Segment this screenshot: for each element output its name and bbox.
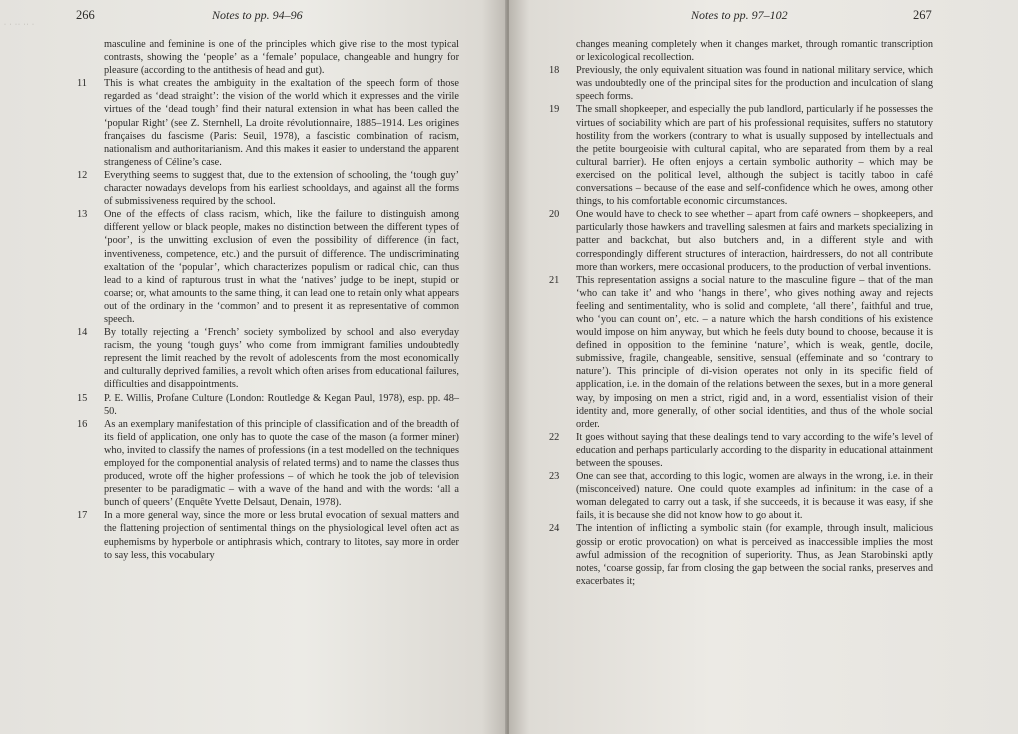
notes-column: [549, 38, 933, 588]
note-text: This is what creates the ambiguity in the exaltation of the speech form of those regarded as ‘dead straight’: the vision of the world which it expresses and the virile virtues of the ‘dead tough’ find their natural extension in what has been called the ‘popular Right’ (see Z. Sternhell, La droite révolutionnaire, 1885–1914. Les origines françaises du fascisme (Paris: Seuil, 1978), a fascistic combination of racism, nationalism and authoritarianism. And this makes it easier to understand the apparent strangeness of Céline’s case.: [104, 78, 459, 168]
left-page: [0, 0, 507, 734]
note-number: 20: [549, 209, 560, 221]
note-24: [549, 522, 933, 587]
running-head: Notes to pp. 94–96: [212, 8, 303, 22]
note-number: 19: [549, 104, 560, 116]
note-text: One of the effects of class racism, which, like the failure to distinguish among different yellow or black people, makes no distinction between the different types of ‘poor’, is the unwitting exclusion of even the possibility of difference (in fact, inventiveness, competence, etc.) and the pursuit of difference. The undiscriminating exaltation of the ‘popular’, which characterizes populism or radical chic, can thus lead to a kind of rapturous trust in what the ‘natives’ judge to be inept, stupid or coarse; or, what amounts to the same thing, it can lead one to retain only what appears out of the ordinary in the ‘common’ and to present it as representative of common speech.: [104, 209, 459, 325]
note-15: [77, 392, 459, 418]
note-number: 14: [77, 327, 88, 339]
right-page: [509, 0, 1018, 734]
note-number: 11: [77, 78, 87, 90]
notes-column: [77, 38, 459, 562]
note-number: 18: [549, 65, 560, 77]
page-number: 266: [76, 8, 95, 22]
note-19: [549, 103, 933, 208]
note-text: Previously, the only equivalent situation was found in national military service, which was undoubtedly one of the principal sites for the production and inculcation of slang speech forms.: [576, 65, 933, 103]
note-17: [77, 509, 459, 561]
note-text: The small shopkeeper, and especially the pub landlord, particularly if he possesses the virtues of sociability which are part of his professional requisites, suffers no statutory hostility from the workers (contrary to what is usually supposed by intellectuals and the petite bourgeoisie with cultural capital, who are separated from them by a real cultural barrier). He often enjoys a certain symbolic authority – which may be exercised on the political level, although the subject is tacitly taboo in café conversations – because of the ease and self-confidence which he owes, among other things, to his comfortable economic circumstances.: [576, 104, 933, 208]
running-head: Notes to pp. 97–102: [691, 8, 788, 22]
note-14: [77, 326, 459, 391]
note-continuation: changes meaning completely when it changes market, through romantic transcription or lexicological recollection.: [576, 39, 933, 64]
note-13: [77, 208, 459, 326]
note-number: 16: [77, 418, 88, 430]
note-11: [77, 77, 459, 169]
note-text: The intention of inflicting a symbolic stain (for example, through insult, malicious gossip or erotic provocation) on what is perceived as inaccessible implies the most awful admission of the recognition of superiority. Thus, as Jean Starobinski aptly notes, ‘coarse gossip, far from closing the gap between the social ranks, preserves and exacerbates it;: [576, 523, 933, 587]
note-23: [549, 470, 933, 522]
page-number: 267: [913, 8, 932, 22]
note-number: 12: [77, 169, 88, 181]
note-text: In a more general way, since the more or less brutal evocation of sexual matters and the flattening projection of sentimental things on the physiological level often act as euphemisms by hyperbole or antiphrasis which, contrary to litotes, say more in order to say less, this vocabulary: [104, 510, 459, 561]
note-continuation: masculine and feminine is one of the principles which give rise to the most typical contrasts, showing the ‘people’ as a ‘female’ populace, changeable and hungry for pleasure (according to the antithesis of head and gut).: [104, 39, 459, 77]
note-21: [549, 274, 933, 431]
note-number: 22: [549, 431, 560, 443]
note-16: [77, 418, 459, 510]
note-number: 17: [77, 510, 88, 522]
note-text: One can see that, according to this logic, women are always in the wrong, i.e. in their (misconceived) nature. One could quote examples ad infinitum: in the case of a woman delegated to carry out a task, if she succeeds, it is because it was easy, if she fails, it is because she did not know how to go about it.: [576, 471, 933, 522]
stamp-mark: · · ·· ·· ·: [4, 22, 35, 28]
note-18: [549, 64, 933, 103]
note-number: 23: [549, 471, 560, 483]
note-number: 21: [549, 274, 560, 286]
note-text: P. E. Willis, Profane Culture (London: Routledge & Kegan Paul, 1978), esp. pp. 48–50.: [104, 392, 459, 417]
note-text: One would have to check to see whether – apart from café owners – shopkeepers, and particularly those hawkers and travelling salesmen at fairs and markets specializing in patter and backchat, but also butchers and, in a different style and with correspondingly different structures of interaction, hairdressers, do not all contribute more than workers, mere occasional producers, to the production of verbal inventions.: [576, 209, 933, 273]
note-text: As an exemplary manifestation of this principle of classification and of the breadth of its field of application, one only has to quote the case of the mason (a former miner) who, invited to classify the names of professions (in a test modelled on the techniques employed for the componential analysis of related terms) and to name the classes thus produced, wrote off the higher professions – of which he took the job of television presenter to be paradigmatic – with a wave of the hand and with the words: ‘all a bunch of queers’ (Enquête Yvette Delsaut, Denain, 1978).: [104, 418, 459, 509]
note-text: It goes without saying that these dealings tend to vary according to the wife’s level of education and perhaps particularly according to the disparity in educational attainment between the spouses.: [576, 431, 933, 469]
note-number: 24: [549, 523, 560, 535]
note-20: [549, 208, 933, 273]
note-22: [549, 431, 933, 470]
note-text: By totally rejecting a ‘French’ society symbolized by school and also everyday racism, the young ‘tough guys’ who come from immigrant families undoubtedly represent the limit reached by the revolt of adolescents from the most economically and culturally deprived families, a revolt which often arises from educational failures, difficulties and disappointments.: [104, 327, 459, 391]
note-text: This representation assigns a social nature to the masculine figure – that of the man ‘who can take it’ and who ‘hangs in there’, who gives nothing away and rejects feeling and sentimentality, who is solid and complete, ‘all there’, faithful and true, who ‘you can count on’, etc. – a nature which the harsh conditions of his existence would impose on him anyway, but which he feels duty bound to choose, because it is defined in opposition to the feminine ‘nature’, which is weak, gentle, docile, submissive, fragile, changeable, sensitive, sensual (effeminate and so ‘contrary to nature’). This principle of di-vision operates not only in its specific field of application, i.e. in the domain of the relations between the sexes, but in a more general way, by imposing on men a strict, rigid and, in a word, essentialist vision of their identity and, more generally, of other social identities, and thus of the whole social order.: [576, 274, 933, 430]
note-text: Everything seems to suggest that, due to the extension of schooling, the ‘tough guy’ character nowadays develops from his earliest schooldays, and against all the forms of submissiveness required by the school.: [104, 169, 459, 208]
note-number: 13: [77, 209, 88, 221]
note-12: [77, 169, 459, 208]
note-number: 15: [77, 392, 88, 404]
